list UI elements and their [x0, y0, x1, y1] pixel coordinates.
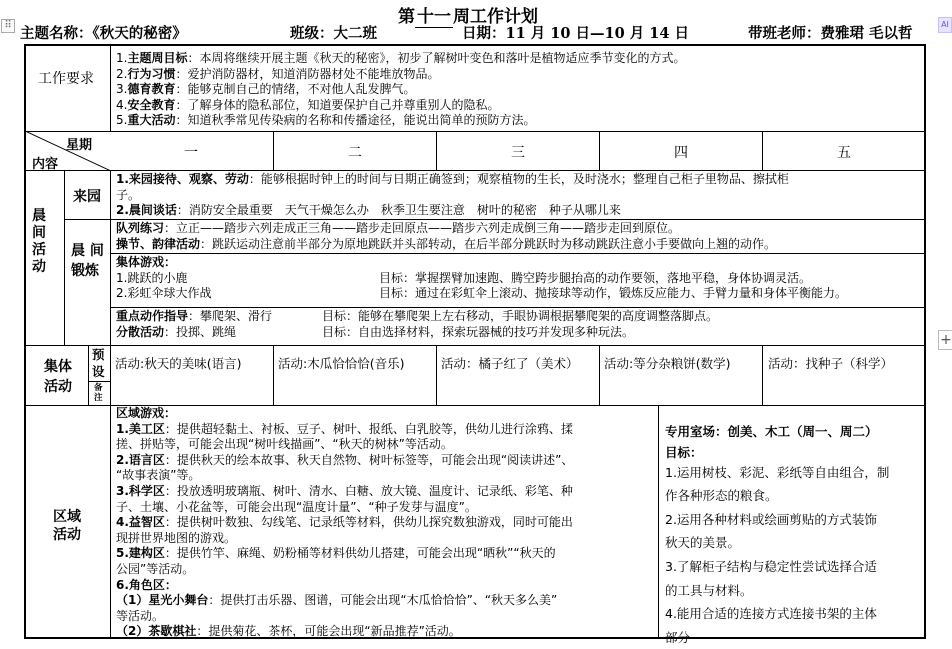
- special-room-goal: 1.运用树枝、彩泥、彩纸等自由组合，制: [665, 464, 890, 480]
- week-header-label: 星期: [66, 138, 93, 153]
- note-label: 备注: [94, 383, 103, 403]
- activity-mon[interactable]: 活动:秋天的美味(语言): [115, 356, 242, 371]
- area-line: 5.建构区：提供竹竿、麻绳、奶粉桶等材料供幼儿搭建，可能会出现“晒秋”“秋天的: [116, 546, 556, 561]
- exercise-drill: [116, 221, 776, 252]
- area-games: [116, 406, 573, 640]
- key-actions: [116, 309, 921, 340]
- title-suffix: 周工作计划: [453, 7, 538, 27]
- preset-label: 预设: [92, 347, 105, 379]
- teacher-label: 带班老师：: [748, 25, 821, 42]
- group-activity-label-2: 活动: [44, 379, 72, 395]
- area-line: 搓、拼贴等，可能会出现“树叶线描画”、“秋天的树林”等活动。: [116, 437, 453, 452]
- special-room-goal: 秋天的美景。: [665, 535, 741, 551]
- week-number: 十一: [415, 2, 453, 28]
- activity-thu[interactable]: 活动:等分杂粮饼(数学): [604, 356, 731, 371]
- special-room-goal: 作各种形态的粮食。: [665, 488, 778, 504]
- key-action-goal: 目标：能够在攀爬架上左右移动，手眼协调根据攀爬架的高度调整落脚点。: [322, 309, 719, 323]
- area-activity-label-1: 区域: [53, 509, 81, 525]
- special-room-goal-title: 目标：: [665, 444, 703, 460]
- special-room-goal: 部分: [665, 629, 691, 645]
- area-line: 2.语言区：提供秋天的绘本故事、秋天自然物、树叶标签等，可能会出现“阅读讲述”、: [116, 452, 574, 467]
- special-room-goal: 3.了解柜子结构与稳定性尝试选择合适: [665, 558, 877, 574]
- arrival-line-1-cont: 子。: [116, 187, 141, 202]
- teacher-value: 费雅珺 毛以哲: [820, 25, 913, 42]
- area-line: 公园”等活动。: [116, 561, 195, 576]
- requirement-2: 2.行为习惯：爱护消防器材，知道消防器材处不能堆放物品。: [116, 66, 440, 81]
- area-line: （1）星光小舞台：提供打击乐器、图谱，可能会出现“木瓜恰恰恰”、“秋天多么美”: [116, 593, 558, 608]
- arrival-line-1: 1.来园接待、观察、劳动：能够根据时钟上的时间与日期正确签到；观察植物的生长，及时浇水；整理自己柜子里物品、擦拭柜: [116, 172, 789, 186]
- exercise-label-2: 锻炼: [71, 263, 99, 279]
- activity-fri[interactable]: 活动：找种子（科学）: [768, 356, 894, 371]
- theme-value: 《秋天的秘密》: [92, 25, 187, 42]
- activity-wed[interactable]: 活动：橘子红了（美术）: [441, 356, 579, 371]
- area-activity-label-2: 活动: [53, 527, 81, 543]
- special-room-goal: 4.能用合适的连接方式连接书架的主体: [665, 606, 877, 622]
- activity-tue[interactable]: 活动:木瓜恰恰恰(音乐): [278, 356, 405, 371]
- day-fri: 五: [837, 145, 851, 161]
- queue-practice: 队列练习：立正——踏步六列走成正三角——踏步走回原点——踏步六列走成倒三角——踏步走回到原位。: [116, 221, 681, 235]
- area-line: 现拼世界地图的游戏。: [116, 530, 237, 545]
- class-value: 大二班: [333, 25, 377, 42]
- content-header-label: 内容: [32, 157, 59, 172]
- add-column-button[interactable]: +: [938, 330, 952, 350]
- table-move-handle[interactable]: ⠿: [1, 19, 15, 33]
- day-tue: 二: [348, 145, 362, 161]
- class-info: [290, 22, 377, 43]
- group-games: [116, 255, 921, 302]
- theme-label: 主题名称：: [20, 25, 93, 42]
- arrival-content: [116, 172, 789, 219]
- game-1: [116, 271, 921, 287]
- teacher-info: [748, 22, 913, 43]
- date-info: [462, 22, 689, 43]
- class-label: 班级：: [290, 25, 334, 42]
- group-games-title: 集体游戏：: [116, 255, 177, 269]
- area-line: “故事表演”等。: [116, 468, 201, 483]
- requirements-label: 工作要求: [38, 71, 94, 87]
- area-games-title: 区域游戏：: [116, 406, 177, 420]
- key-action-guidance: 重点动作指导：攀爬架、滑行 目标：能够在攀爬架上左右移动，手眼协调根据攀爬架的高度调整落脚点。: [116, 309, 719, 323]
- title-prefix: 第: [398, 7, 415, 27]
- theme-name: [20, 22, 187, 43]
- area-line: 子、土壤、小花盆等，可能会出现“温度计量”、“种子发芽与温度”。: [116, 499, 477, 514]
- requirement-5: 5.重大活动：知道秋季常见传染病的名称和传播途径，能说出简单的预防方法。: [116, 113, 536, 127]
- area-line: 等活动。: [116, 608, 165, 623]
- area-line: 3.科学区：投放透明玻璃瓶、树叶、清水、白糖、放大镜、温度计、记录纸、彩笔、种: [116, 483, 573, 498]
- date-value: 11 月 10 日—10 月 14 日: [505, 25, 690, 42]
- special-room-goal: 2.运用各种材料或绘画剪贴的方式装饰: [665, 511, 877, 527]
- requirements-list: [116, 51, 685, 129]
- day-thu: 四: [674, 145, 688, 161]
- free-activity: 分散活动：投掷、跳绳 目标：自由选择材料，探索玩器械的技巧并发现多种玩法。: [116, 324, 635, 339]
- game-1-name: 1.跳跃的小鹿: [116, 270, 188, 285]
- special-room-title: 专用室场：创美、木工（周一、周二）: [665, 424, 878, 439]
- group-activity-label-1: 集体: [44, 359, 72, 375]
- day-wed: 三: [511, 145, 525, 161]
- arrival-label: 来园: [73, 189, 101, 205]
- game-2-name: 2.彩虹伞球大作战: [116, 286, 212, 300]
- requirement-1: 1.主题周目标：本周将继续开展主题《秋天的秘密》，初步了解树叶变色和落叶是植物适应季节变化的方式。: [116, 51, 686, 65]
- area-line: （2）茶歇棋社：提供菊花、茶杯，可能会出现“新品推荐”活动。: [116, 624, 461, 639]
- area-line: 6.角色区：: [116, 577, 177, 592]
- area-line: 4.益智区：提供树叶数独、勾线笔、记录纸等材料，供幼儿探究数独游戏，同时可能出: [116, 515, 573, 530]
- date-label: 日期：: [462, 25, 506, 42]
- ai-assistant-icon[interactable]: AI: [938, 17, 952, 33]
- requirement-4: 4.安全教育：了解身体的隐私部位，知道要保护自己并尊重别人的隐私。: [116, 97, 500, 112]
- special-room: [665, 420, 889, 649]
- exercise-label-1: 晨 间: [71, 243, 104, 259]
- special-room-goal: 的工具与材料。: [665, 582, 753, 598]
- game-1-goal: 目标：掌握摆臂加速跑、腾空跨步腿抬高的动作要领，落地平稳，身体协调灵活。: [379, 270, 812, 285]
- area-line: 1.美工区：提供超轻黏土、衬板、豆子、树叶、报纸、白乳胶等，供幼儿进行涂鸦、揉: [116, 421, 573, 436]
- game-2: [116, 286, 921, 302]
- arrival-line-2: 2.晨间谈话：消防安全最重要 天气干燥怎么办 秋季卫生要注意 树叶的秘密 种子从哪儿来: [116, 203, 621, 217]
- day-mon: 一: [184, 145, 198, 161]
- rhythm-activity: 操节、韵律活动：跳跃运动注意前半部分为原地跳跃并头部转动，在后半部分跳跃时为移动跳跃注意小手要做向上翘的动作。: [116, 236, 777, 251]
- morning-activity-label: 晨 间 活 动: [32, 208, 46, 275]
- free-activity-goal: 目标：自由选择材料，探索玩器械的技巧并发现多种玩法。: [322, 324, 635, 339]
- game-2-goal: 目标：通过在彩虹伞上滚动、抛接球等动作，锻炼反应能力、手臂力量和身体平衡能力。: [379, 286, 848, 300]
- requirement-3: 3.德育教育：能够克制自己的情绪，不对他人乱发脾气。: [116, 82, 416, 96]
